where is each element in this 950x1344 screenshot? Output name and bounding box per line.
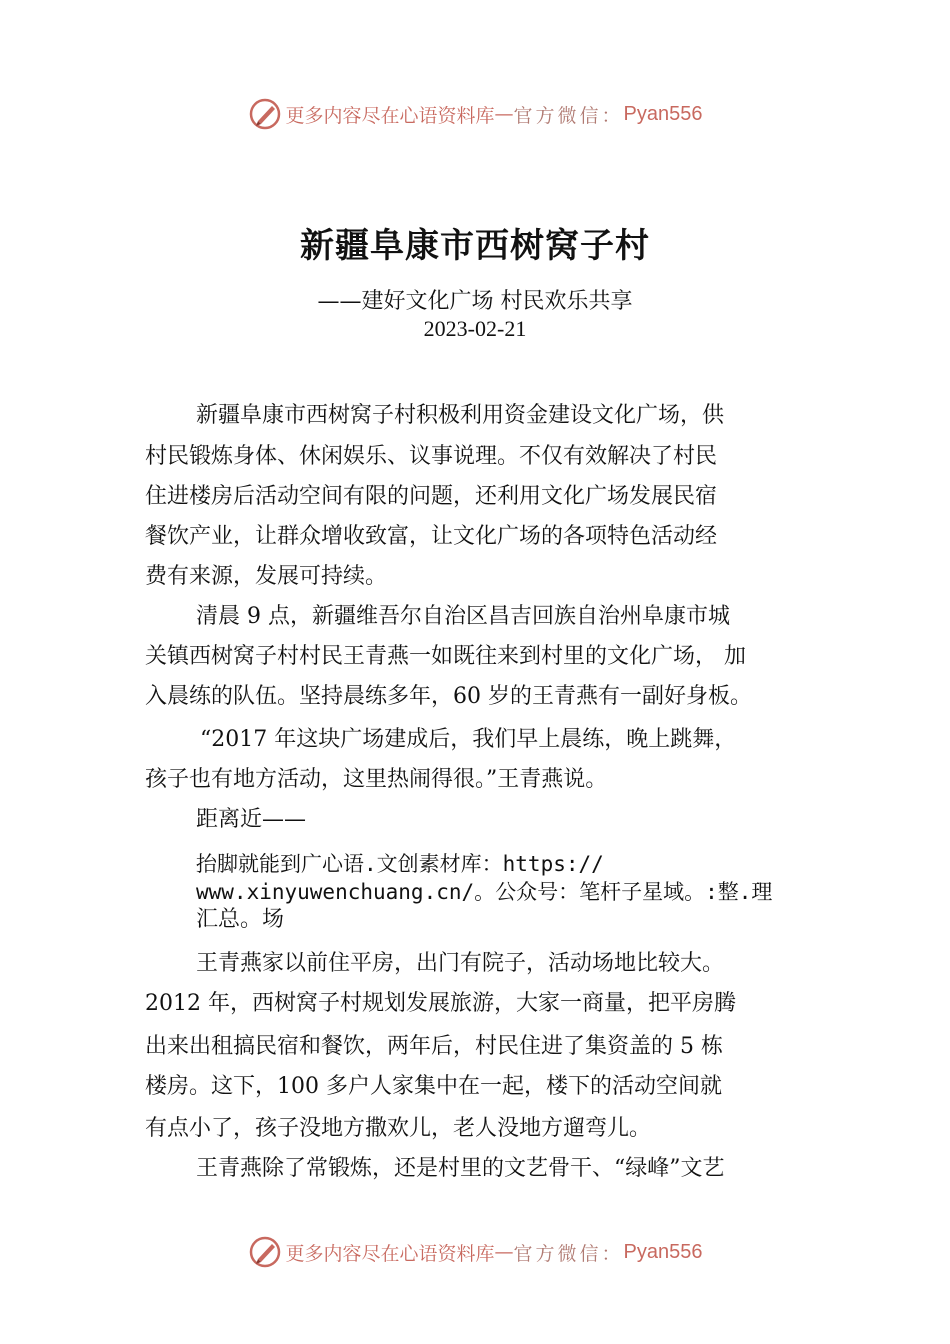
header-watermark [0,92,950,136]
pen-logo-icon [248,97,282,131]
body-line: 王青燕家以前住平房，出门有院子，活动场地比较大。 [196,951,725,976]
body-line: 新疆阜康市西树窝子村积极利用资金建设文化广场，供 [196,403,725,428]
watermark-text: 更多内容尽在心语资料库 [285,104,495,127]
body-line: 餐饮产业，让群众增收致富，让文化广场的各项特色活动经 [145,524,718,549]
article-date: 2023-02-21 [423,316,527,341]
body-line: 抬脚就能到广心语.文创素材库：https:// [196,852,604,876]
watermark-text: 更多内容尽在心语资料库 [285,1242,495,1265]
body-line: www.xinyuwenchuang.cn/。公众号：笔杆子星域。:整.理 [196,880,773,904]
pen-logo-icon [248,1235,282,1269]
watermark-label: 官方微信： [513,104,624,127]
body-line: 村民锻炼身体、休闲娱乐、议事说理。不仅有效解决了村民 [145,444,718,469]
watermark-separator: — [494,103,514,125]
footer-watermark [0,1230,950,1274]
body-line: 王青燕除了常锻炼，还是村里的文艺骨干、“绿峰”文艺 [196,1156,725,1181]
body-line: 费有来源，发展可持续。 [145,564,388,589]
body-line: 关镇西树窝子村村民王青燕一如既往来到村里的文化广场， 加 [145,644,746,669]
body-line: 住进楼房后活动空间有限的问题，还利用文化广场发展民宿 [145,484,718,509]
body-line: 出来出租搞民宿和餐饮，两年后，村民住进了集资盖的 5 栋 [145,1034,723,1059]
watermark-id: Pyan556 [623,102,703,125]
body-line: 有点小了，孩子没地方撒欢儿，老人没地方遛弯儿。 [145,1116,652,1141]
body-line: 2012 年，西树窝子村规划发展旅游，大家一商量，把平房腾 [145,991,736,1016]
article-title: 新疆阜康市西树窝子村 [300,226,650,266]
article-subtitle: ——建好文化广场 村民欢乐共享 [317,289,633,314]
watermark-separator: — [494,1241,514,1263]
body-line: “2017 年这块广场建成后，我们早上晨练，晚上跳舞， [200,727,737,752]
body-line: 汇总。场 [196,907,285,932]
body-line: 距离近—— [196,807,307,832]
body-line: 清晨 9 点，新疆维吾尔自治区昌吉回族自治州阜康市城 [196,604,730,629]
body-line: 楼房。这下，100 多户人家集中在一起，楼下的活动空间就 [145,1074,722,1099]
watermark-id: Pyan556 [623,1240,703,1263]
body-line: 孩子也有地方活动，这里热闹得很。”王青燕说。 [145,767,608,792]
watermark-label: 官方微信： [513,1242,624,1265]
body-line: 入晨练的队伍。坚持晨练多年，60 岁的王青燕有一副好身板。 [145,684,752,709]
